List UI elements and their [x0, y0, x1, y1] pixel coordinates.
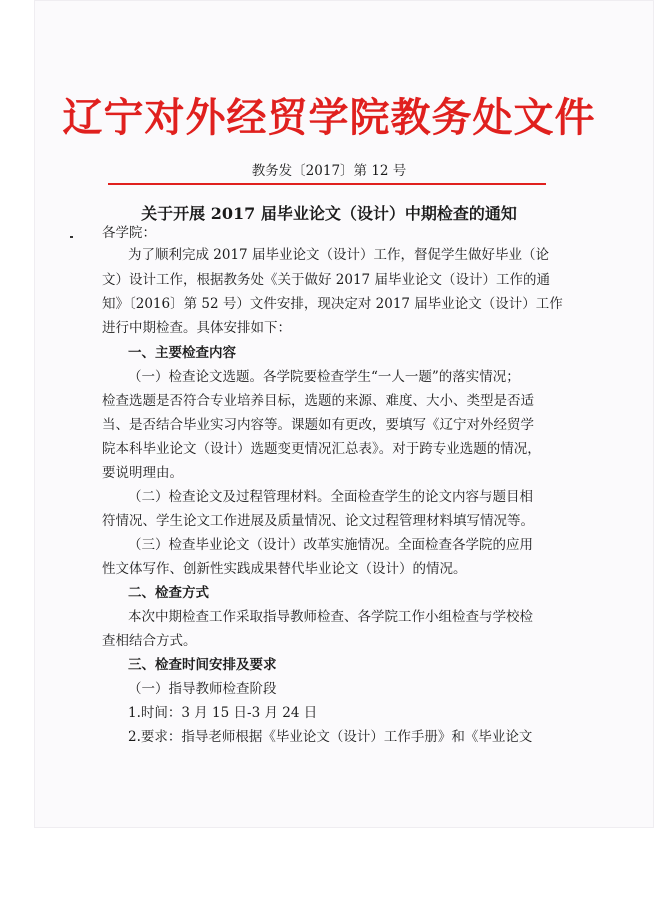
- item3-line: （三）检查毕业论文（设计）改革实施情况。全面检查各学院的应用: [128, 537, 533, 553]
- scan-speck: [70, 236, 73, 238]
- red-divider-line: [108, 183, 546, 185]
- method-line: 查相结合方式。: [102, 633, 197, 649]
- stage-heading: （一）指导教师检查阶段: [128, 681, 277, 697]
- document-header-title: 辽宁对外经贸学院教务处文件: [62, 94, 596, 141]
- section-heading-schedule: 三、检查时间安排及要求: [128, 657, 277, 673]
- method-line: 本次中期检查工作采取指导教师检查、各学院工作小组检查与学校检: [128, 609, 533, 625]
- item1-line: 检查选题是否符合专业培养目标，选题的来源、难度、大小、类型是否适: [102, 393, 534, 409]
- intro-line: 文）设计工作，根据教务处《关于做好 2017 届毕业论文（设计）工作的通: [102, 272, 550, 288]
- document-number: 教务发〔2017〕第 12 号: [251, 163, 407, 179]
- time-line: 1.时间：3 月 15 日-3 月 24 日: [128, 705, 318, 721]
- requirement-line: 2.要求：指导老师根据《毕业论文（设计）工作手册》和《毕业论文: [128, 729, 533, 745]
- item1-line: 当、是否结合毕业实习内容等。课题如有更改，要填写《辽宁对外经贸学: [102, 417, 534, 433]
- intro-line: 进行中期检查。具体安排如下：: [102, 320, 291, 336]
- item1-line: 要说明理由。: [102, 465, 183, 481]
- section-heading-method: 二、检查方式: [128, 585, 209, 601]
- intro-line: 知》〔2016〕第 52 号）文件安排，现决定对 2017 届毕业论文（设计）工作: [102, 296, 563, 312]
- salutation: 各学院：: [102, 225, 156, 241]
- item2-line: 符情况、学生论文工作进展及质量情况、论文过程管理材料填写情况等。: [102, 513, 534, 529]
- item3-line: 性文体写作、创新性实践成果替代毕业论文（设计）的情况。: [102, 561, 467, 577]
- intro-line: 为了顺利完成 2017 届毕业论文（设计）工作，督促学生做好毕业（论: [128, 247, 549, 263]
- item1-line: 院本科毕业论文（设计）选题变更情况汇总表》。对于跨专业选题的情况，: [102, 441, 541, 457]
- item2-line: （二）检查论文及过程管理材料。全面检查学生的论文内容与题目相: [128, 489, 533, 505]
- notice-title: 关于开展 2017 届毕业论文（设计）中期检查的通知: [141, 204, 517, 223]
- section-heading-content: 一、主要检查内容: [128, 345, 236, 361]
- item1-line: （一）检查论文选题。各学院要检查学生“一人一题”的落实情况；: [128, 369, 520, 385]
